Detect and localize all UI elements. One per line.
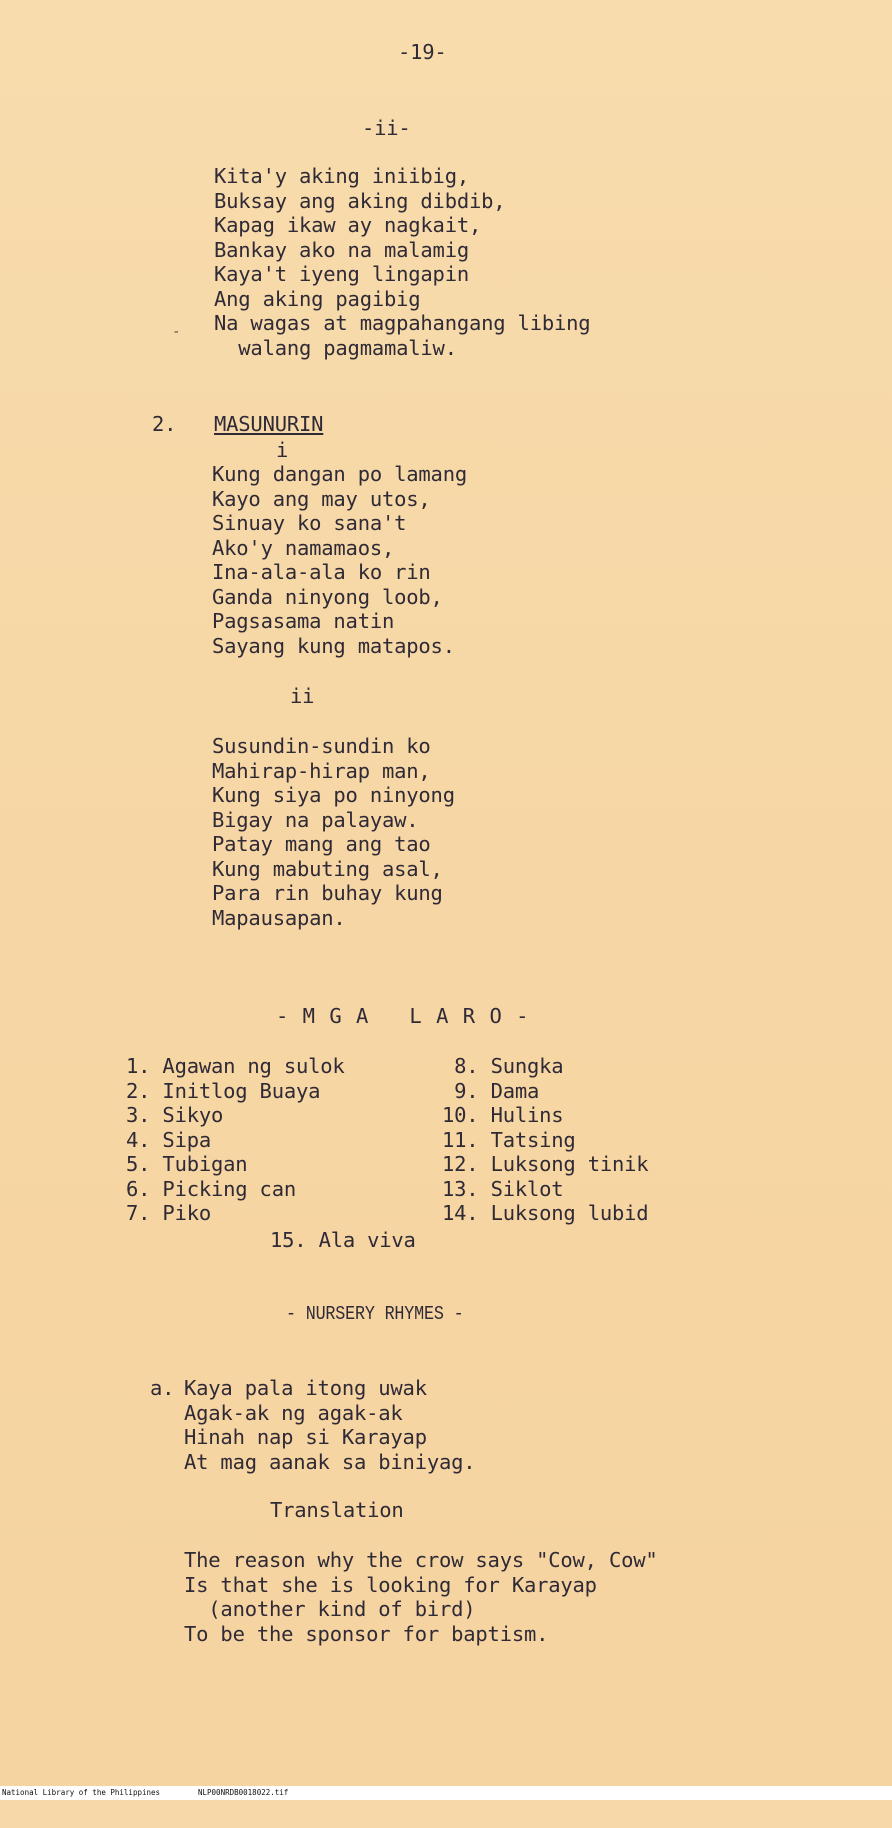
games-heading: - M G A L A R O - — [276, 1004, 530, 1028]
page-number: -19- — [398, 40, 447, 64]
translation-line: Is that she is looking for Karayap — [184, 1572, 597, 1597]
verse-line: Buksay ang aking dibdib, — [214, 188, 506, 213]
game-item: 7. Piko — [126, 1201, 211, 1225]
game-item: 6. Picking can — [126, 1176, 296, 1201]
verse-line: Kayo ang may utos, — [212, 486, 431, 511]
verse-line: Na wagas at magpahangang libing — [214, 311, 591, 335]
verse-line: Bankay ako na malamig — [214, 237, 469, 262]
verse-line: Para rin buhay kung — [212, 881, 443, 905]
song1-stanza2 — [214, 164, 590, 360]
footer-library-name: National Library of the Philippines — [2, 1788, 161, 1797]
verse-line: Ang aking pagibig — [214, 286, 421, 311]
game-item: 5. Tubigan — [126, 1152, 248, 1176]
game-item: 14. Luksong lubid — [442, 1201, 649, 1225]
rhymes-heading: - NURSERY RHYMES - — [286, 1303, 464, 1325]
rhyme-line: Hinah nap si Karayap — [184, 1425, 427, 1449]
translation-heading: Translation — [270, 1498, 404, 1522]
verse-line: Ako'y namamaos, — [212, 535, 395, 560]
translation-lines — [184, 1548, 658, 1646]
verse-line: Ganda ninyong loob, — [212, 584, 443, 609]
verse-line: Susundin-sundin ko — [212, 734, 431, 758]
verse-line: Kita'y aking iniibig, — [214, 164, 469, 188]
game-item: 4. Sipa — [126, 1127, 211, 1152]
rhyme-line: Agak-ak ng agak-ak — [184, 1400, 403, 1425]
verse-line: walang pagmamaliw. — [214, 335, 457, 360]
rhyme-lines — [184, 1376, 475, 1474]
game-item: 2. Initlog Buaya — [126, 1078, 321, 1103]
translation-line: (another kind of bird) — [184, 1597, 476, 1621]
verse-line: Patay mang ang tao — [212, 832, 431, 856]
stanza-label: -ii- — [362, 116, 411, 140]
song-number: 2. — [152, 412, 177, 436]
games-list-left — [126, 1054, 345, 1226]
game-item: 1. Agawan ng sulok — [126, 1054, 345, 1078]
verse-line: Kung mabuting asal, — [212, 856, 443, 881]
game-item: 3. Sikyo — [126, 1103, 224, 1127]
game-item: 15. Ala viva — [270, 1228, 416, 1252]
translation-line: The reason why the crow says "Cow, Cow" — [184, 1548, 658, 1572]
rhyme-line: Kaya pala itong uwak — [184, 1376, 427, 1400]
translation-line: To be the sponsor for baptism. — [184, 1621, 549, 1646]
verse-line: Kung dangan po lamang — [212, 462, 467, 486]
margin-mark: - — [172, 324, 181, 340]
footer-file-name: NLP00NRDB0018022.tif — [198, 1788, 289, 1797]
game-item: 11. Tatsing — [442, 1127, 576, 1152]
game-item: 12. Luksong tinik — [442, 1152, 649, 1176]
game-item: 10. Hulins — [442, 1103, 564, 1127]
game-item: 13. Siklot — [442, 1176, 564, 1201]
verse-line: Kaya't iyeng lingapin — [214, 262, 469, 286]
game-item: 9. Dama — [442, 1078, 540, 1103]
verse-line: Mapausapan. — [212, 905, 346, 930]
song2-stanza1 — [212, 462, 467, 658]
games-list-right — [442, 1054, 648, 1226]
stanza-label: i — [276, 438, 289, 462]
rhyme-item-label: a. — [150, 1376, 175, 1400]
verse-line: Kung siya po ninyong — [212, 783, 455, 807]
rhyme-line: At mag aanak sa biniyag. — [184, 1449, 476, 1474]
game-item: 8. Sungka — [442, 1054, 564, 1078]
verse-line: Mahirap-hirap man, — [212, 758, 431, 783]
song2-stanza2 — [212, 734, 455, 930]
scan-footer — [0, 1786, 892, 1800]
verse-line: Sayang kung matapos. — [212, 633, 455, 658]
verse-line: Bigay na palayaw. — [212, 807, 419, 832]
verse-line: Sinuay ko sana't — [212, 511, 407, 535]
stanza-label: ii — [290, 684, 315, 708]
verse-line: Kapag ikaw ay nagkait, — [214, 213, 482, 237]
song-title: MASUNURIN — [214, 412, 324, 436]
verse-line: Ina-ala-ala ko rin — [212, 560, 431, 584]
verse-line: Pagsasama natin — [212, 609, 395, 633]
